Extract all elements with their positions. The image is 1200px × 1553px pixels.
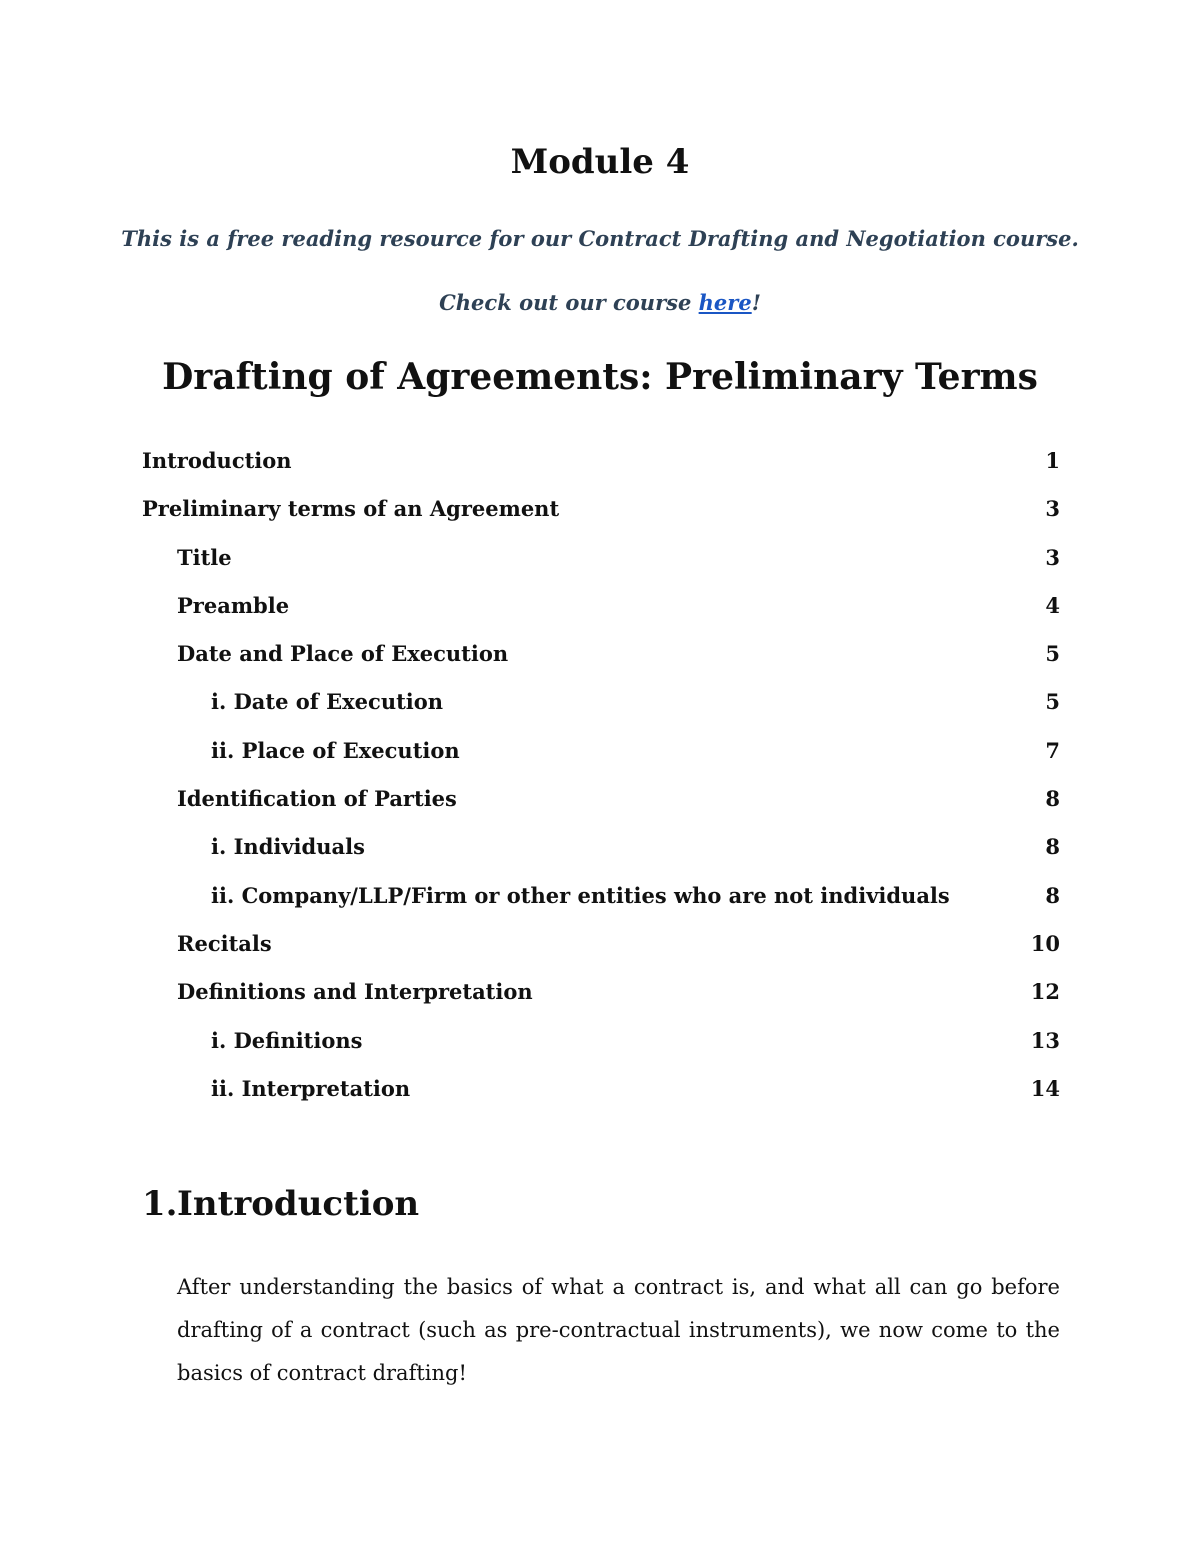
toc-item-date-place-execution[interactable] bbox=[142, 637, 1060, 685]
course-line bbox=[0, 290, 1200, 315]
course-line-suffix: ! bbox=[751, 290, 761, 315]
toc-item-label: Recitals bbox=[177, 930, 272, 956]
toc-item-identification-of-parties[interactable] bbox=[142, 782, 1060, 830]
toc-item-page: 14 bbox=[1030, 1075, 1060, 1101]
section-number: 1. bbox=[142, 1184, 178, 1224]
toc-item-date-of-execution[interactable] bbox=[142, 685, 1060, 733]
toc-item-definitions-interpretation[interactable] bbox=[142, 975, 1060, 1023]
toc-item-title[interactable] bbox=[142, 541, 1060, 589]
toc-item-company-entities[interactable] bbox=[142, 879, 1060, 927]
toc-item-recitals[interactable] bbox=[142, 927, 1060, 975]
toc-item-page: 7 bbox=[1045, 737, 1060, 763]
toc-item-page: 8 bbox=[1045, 834, 1060, 860]
toc-item-page: 3 bbox=[1045, 496, 1060, 522]
toc-item-place-of-execution[interactable] bbox=[142, 734, 1060, 782]
resource-subtitle: This is a free reading resource for our Contract Drafting and Negotiation course. bbox=[121, 226, 1079, 251]
toc-item-label: Introduction bbox=[142, 448, 292, 473]
toc-item-label: Definitions and Interpretation bbox=[177, 979, 533, 1005]
toc-item-page: 8 bbox=[1045, 786, 1060, 812]
toc-item-interpretation[interactable] bbox=[142, 1072, 1060, 1120]
document-title: Drafting of Agreements: Preliminary Terms bbox=[162, 356, 1038, 398]
section-heading-introduction bbox=[142, 1184, 1060, 1224]
toc-item-individuals[interactable] bbox=[142, 830, 1060, 878]
toc-item-page: 3 bbox=[1045, 544, 1060, 570]
toc-item-label: Title bbox=[177, 544, 232, 570]
toc-item-label: ii. Place of Execution bbox=[211, 737, 460, 763]
toc-item-preamble[interactable] bbox=[142, 589, 1060, 637]
toc-item-label: Identification of Parties bbox=[177, 786, 457, 812]
toc-item-label: ii. Company/LLP/Firm or other entities who are not individuals bbox=[211, 882, 950, 908]
toc-item-label: i. Definitions bbox=[211, 1027, 363, 1053]
module-title: Module 4 bbox=[510, 142, 690, 182]
toc-item-page: 5 bbox=[1045, 641, 1060, 667]
course-line-prefix: Check out our course bbox=[439, 290, 699, 315]
section-heading-text: Introduction bbox=[177, 1184, 420, 1224]
toc-item-label: i. Date of Execution bbox=[211, 689, 444, 715]
introduction-paragraph: After understanding the basics of what a contract is, and what all can go before drafting of a contract (such as pre-contractual instruments), we now come to the basics of contract drafting! bbox=[177, 1275, 1060, 1385]
toc-item-definitions[interactable] bbox=[142, 1024, 1060, 1072]
toc-item-page: 12 bbox=[1030, 979, 1060, 1005]
toc-item-page: 1 bbox=[1045, 448, 1060, 473]
table-of-contents bbox=[142, 444, 1060, 1120]
toc-item-introduction[interactable] bbox=[142, 444, 1060, 492]
toc-item-label: Date and Place of Execution bbox=[177, 641, 509, 667]
toc-item-page: 5 bbox=[1045, 689, 1060, 715]
course-link[interactable]: here bbox=[698, 290, 752, 315]
toc-item-label: Preamble bbox=[177, 592, 290, 618]
toc-item-page: 13 bbox=[1030, 1027, 1060, 1053]
toc-item-page: 10 bbox=[1030, 930, 1060, 956]
toc-item-label: ii. Interpretation bbox=[211, 1075, 411, 1101]
toc-item-page: 4 bbox=[1045, 592, 1060, 618]
toc-item-label: i. Individuals bbox=[211, 834, 365, 860]
toc-item-label: Preliminary terms of an Agreement bbox=[142, 496, 560, 522]
toc-item-page: 8 bbox=[1045, 882, 1060, 908]
toc-item-preliminary-terms[interactable] bbox=[142, 492, 1060, 540]
